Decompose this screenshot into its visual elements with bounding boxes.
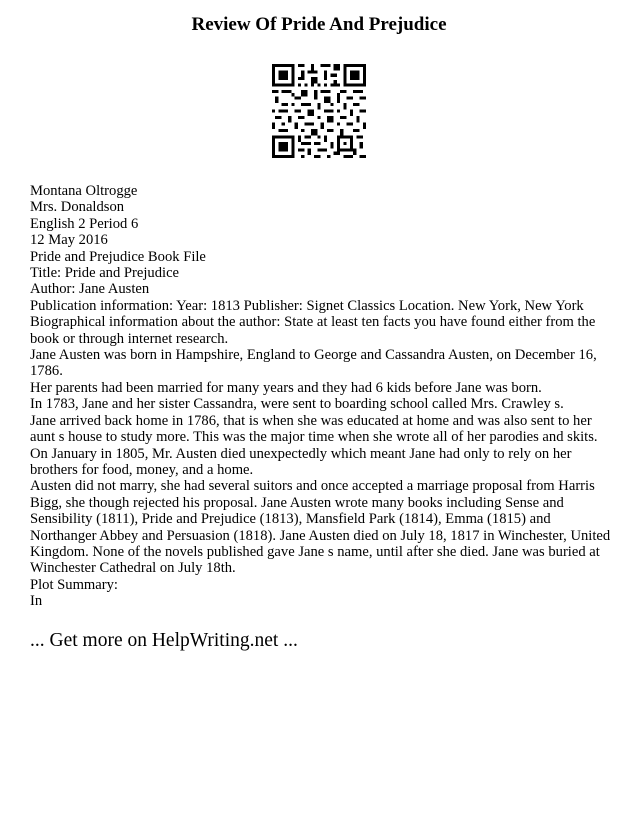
- biographical-prompt: Biographical information about the author: State at least ten facts you have found either from the book or through internet research.: [30, 314, 596, 347]
- get-more-link[interactable]: ... Get more on HelpWriting.net ...: [30, 630, 298, 651]
- plot-summary-text: In: [30, 593, 43, 610]
- publication-info: Publication information: Year: 1813 Publisher: Signet Classics Location. New York, New York: [30, 297, 584, 314]
- teacher-name: Mrs. Donaldson: [30, 199, 125, 216]
- plot-summary-heading: Plot Summary:: [30, 576, 118, 593]
- document-body: [30, 183, 612, 610]
- fact-paragraph: Her parents had been married for many years and they had 6 kids before Jane was born.: [30, 379, 542, 396]
- fact-paragraph: In 1783, Jane and her sister Cassandra, were sent to boarding school called Mrs. Crawley s.: [30, 396, 564, 413]
- fact-paragraph: Jane Austen was born in Hampshire, England to George and Cassandra Austen, on December 16, 1786.: [30, 347, 597, 380]
- fact-paragraph: On January in 1805, Mr. Austen died unexpectedly which meant Jane had only to rely on her brothers for food, money, and a home.: [30, 445, 572, 478]
- book-title-line: Title: Pride and Prejudice: [30, 265, 180, 282]
- student-name: Montana Oltrogge: [30, 183, 138, 199]
- fact-paragraph: Austen did not marry, she had several suitors and once accepted a marriage proposal from Harris Bigg, she though rejected his proposal. Jane Austen wrote many books including Sense and Sensibility (1811), Pride and Prejudice (1813), Mansfield Park (1814), Emma (1815) and Northanger Abbey and Persuasion (1818). Jane Austen died on July 18, 1817 in Winchester, United Kingdom. None of the novels published gave Jane s name, until after she died. Jane was buried at Winchester Cathedral on July 18th.: [30, 478, 611, 577]
- author-line: Author: Jane Austen: [30, 281, 150, 298]
- date-line: 12 May 2016: [30, 232, 108, 249]
- document-title: Review Of Pride And Prejudice: [191, 14, 447, 35]
- fact-paragraph: Jane arrived back home in 1786, that is when she was educated at home and was also sent to her aunt s house to study more. This was the major time when she wrote all of her parodies and skits.: [30, 412, 598, 446]
- class-period: English 2 Period 6: [30, 215, 139, 232]
- qr-code-icon: [272, 64, 366, 158]
- assignment-name: Pride and Prejudice Book File: [30, 248, 206, 265]
